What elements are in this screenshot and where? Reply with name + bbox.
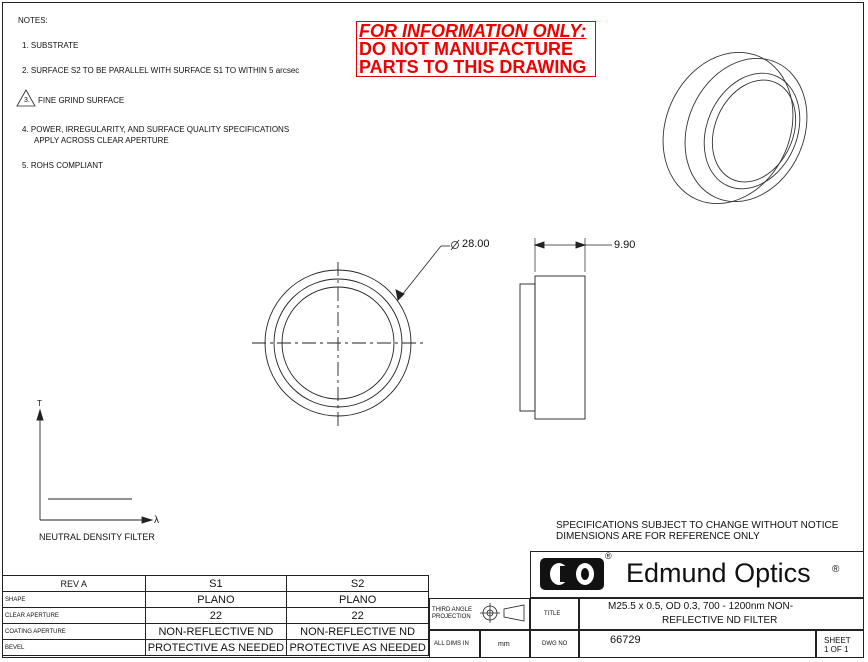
- table-header-s1: S1: [145, 576, 287, 592]
- company-name: Edmund Optics: [626, 558, 811, 588]
- logo-registered-mark: ®: [605, 551, 612, 561]
- row-s2: PLANO: [287, 592, 429, 608]
- note-2: 2. SURFACE S2 TO BE PARALLEL WITH SURFACE S1 TO WITHIN 5 arcsec: [22, 66, 300, 75]
- title-line-1: M25.5 x 0.5, OD 0.3, 700 - 1200nm NON-: [608, 601, 794, 612]
- row-s1: PROTECTIVE AS NEEDED: [145, 640, 287, 656]
- note-triangle-icon: [17, 90, 35, 106]
- notes-heading: NOTES:: [18, 16, 48, 25]
- diameter-dimension: 28.00: [462, 238, 490, 250]
- projection-label-2: PROJECTION: [432, 614, 471, 620]
- table-row: [3, 608, 429, 624]
- row-label: CLEAR APERTURE: [3, 608, 146, 624]
- table-row: [3, 624, 429, 640]
- spec-note-2: DIMENSIONS ARE FOR REFERENCE ONLY: [556, 531, 760, 542]
- sheet-label: SHEET: [824, 636, 851, 645]
- graph-x-label: λ: [154, 515, 160, 526]
- note-4-cont: APPLY ACROSS CLEAR APERTURE: [34, 136, 169, 145]
- table-header-row: [3, 576, 429, 592]
- row-s2: NON-REFLECTIVE ND: [287, 624, 429, 640]
- isometric-view: [640, 32, 829, 225]
- title-label: TITLE: [544, 611, 561, 617]
- note-1: 1. SUBSTRATE: [22, 41, 79, 50]
- table-header-s2: S2: [287, 576, 429, 592]
- note-3-number: 3.: [24, 97, 30, 104]
- row-s2: 22: [287, 608, 429, 624]
- all-dims-label: ALL DIMS IN: [434, 641, 469, 647]
- row-label: SHAPE: [3, 592, 146, 608]
- graph-y-label: T: [37, 399, 43, 408]
- units-value: mm: [498, 641, 510, 648]
- note-4: 4. POWER, IRREGULARITY, AND SURFACE QUALITY SPECIFICATIONS: [22, 125, 290, 134]
- row-s1: NON-REFLECTIVE ND: [145, 624, 287, 640]
- title-line-2: REFLECTIVE ND FILTER: [662, 615, 778, 626]
- front-view: [252, 240, 459, 430]
- surface-spec-table: [2, 575, 429, 656]
- row-s1: PLANO: [145, 592, 287, 608]
- company-registered-mark: ®: [832, 564, 840, 575]
- row-s2: PROTECTIVE AS NEEDED: [287, 640, 429, 656]
- dwg-label: DWG NO: [542, 641, 568, 647]
- dwg-number: 66729: [610, 634, 641, 646]
- spec-note-1: SPECIFICATIONS SUBJECT TO CHANGE WITHOUT NOTICE: [556, 520, 839, 531]
- warning-line-3: PARTS TO THIS DRAWING: [359, 57, 587, 77]
- side-view: [520, 238, 612, 419]
- row-label: BEVEL: [3, 640, 146, 656]
- table-header-rev: REV A: [3, 576, 146, 592]
- warning-line-2: DO NOT MANUFACTURE: [359, 39, 573, 59]
- note-5: 5. ROHS COMPLIANT: [22, 161, 103, 170]
- sheet-count: 1 OF 1: [824, 645, 849, 654]
- transmission-graph: [37, 410, 152, 523]
- projection-label-1: THIRD ANGLE: [432, 607, 473, 613]
- table-row: [3, 592, 429, 608]
- row-s1: 22: [145, 608, 287, 624]
- note-3: FINE GRIND SURFACE: [38, 96, 125, 105]
- graph-caption: NEUTRAL DENSITY FILTER: [39, 532, 155, 542]
- row-label: COATING APERTURE: [3, 624, 146, 640]
- thickness-dimension: 9.90: [614, 239, 636, 251]
- table-row: [3, 640, 429, 656]
- warning-line-1: FOR INFORMATION ONLY:: [359, 21, 587, 41]
